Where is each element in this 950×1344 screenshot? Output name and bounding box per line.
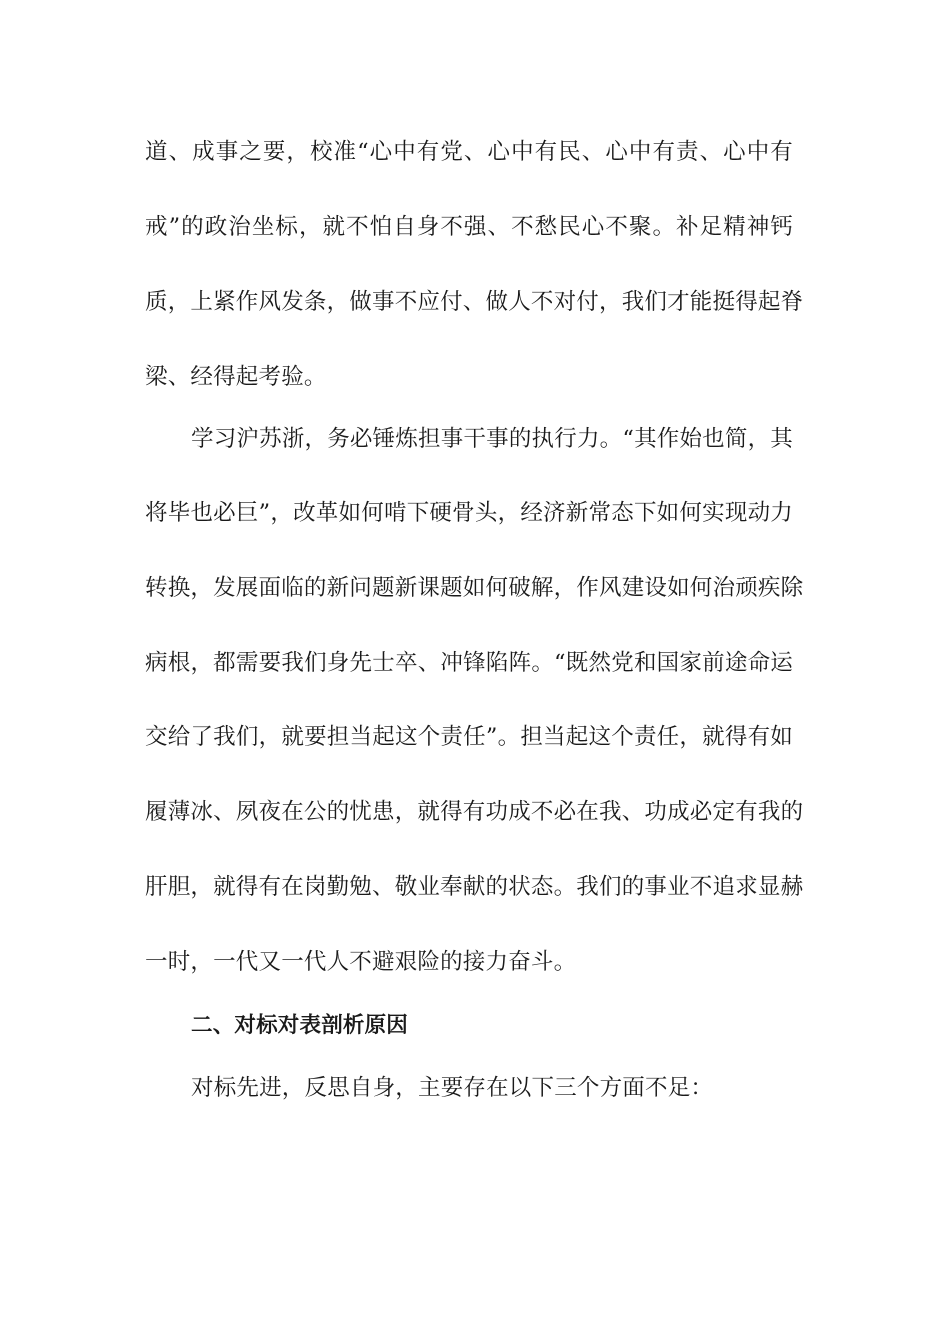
- paragraph-line: 质，上紧作风发条，做事不应付、做人不对付，我们才能挺得起脊: [145, 289, 804, 315]
- paragraph-line: 病根，都需要我们身先士卒、冲锋陷阵。“既然党和国家前途命运: [145, 650, 793, 676]
- paragraph-line: 学习沪苏浙，务必锤炼担事干事的执行力。“其作始也简，其: [191, 426, 793, 452]
- paragraph-line: 肝胆，就得有在岗勤勉、敬业奉献的状态。我们的事业不追求显赫: [145, 874, 804, 900]
- paragraph-line: 将毕也必巨”，改革如何啃下硬骨头，经济新常态下如何实现动力: [145, 500, 793, 526]
- paragraph-line: 交给了我们，就要担当起这个责任”。担当起这个责任，就得有如: [145, 724, 793, 750]
- paragraph-line: 梁、经得起考验。: [145, 364, 327, 390]
- section-heading: 二、对标对表剖析原因: [191, 1013, 409, 1038]
- paragraph-line: 戒”的政治坐标，就不怕自身不强、不愁民心不聚。补足精神钙: [145, 214, 793, 240]
- paragraph-line: 一时，一代又一代人不避艰险的接力奋斗。: [145, 949, 577, 975]
- paragraph-line: 履薄冰、夙夜在公的忧患，就得有功成不必在我、功成必定有我的: [145, 799, 804, 825]
- paragraph-line: 对标先进，反思自身，主要存在以下三个方面不足：: [191, 1075, 714, 1101]
- paragraph-line: 转换，发展面临的新问题新课题如何破解，作风建设如何治顽疾除: [145, 575, 804, 601]
- paragraph-line: 道、成事之要，校准“心中有党、心中有民、心中有责、心中有: [145, 139, 793, 165]
